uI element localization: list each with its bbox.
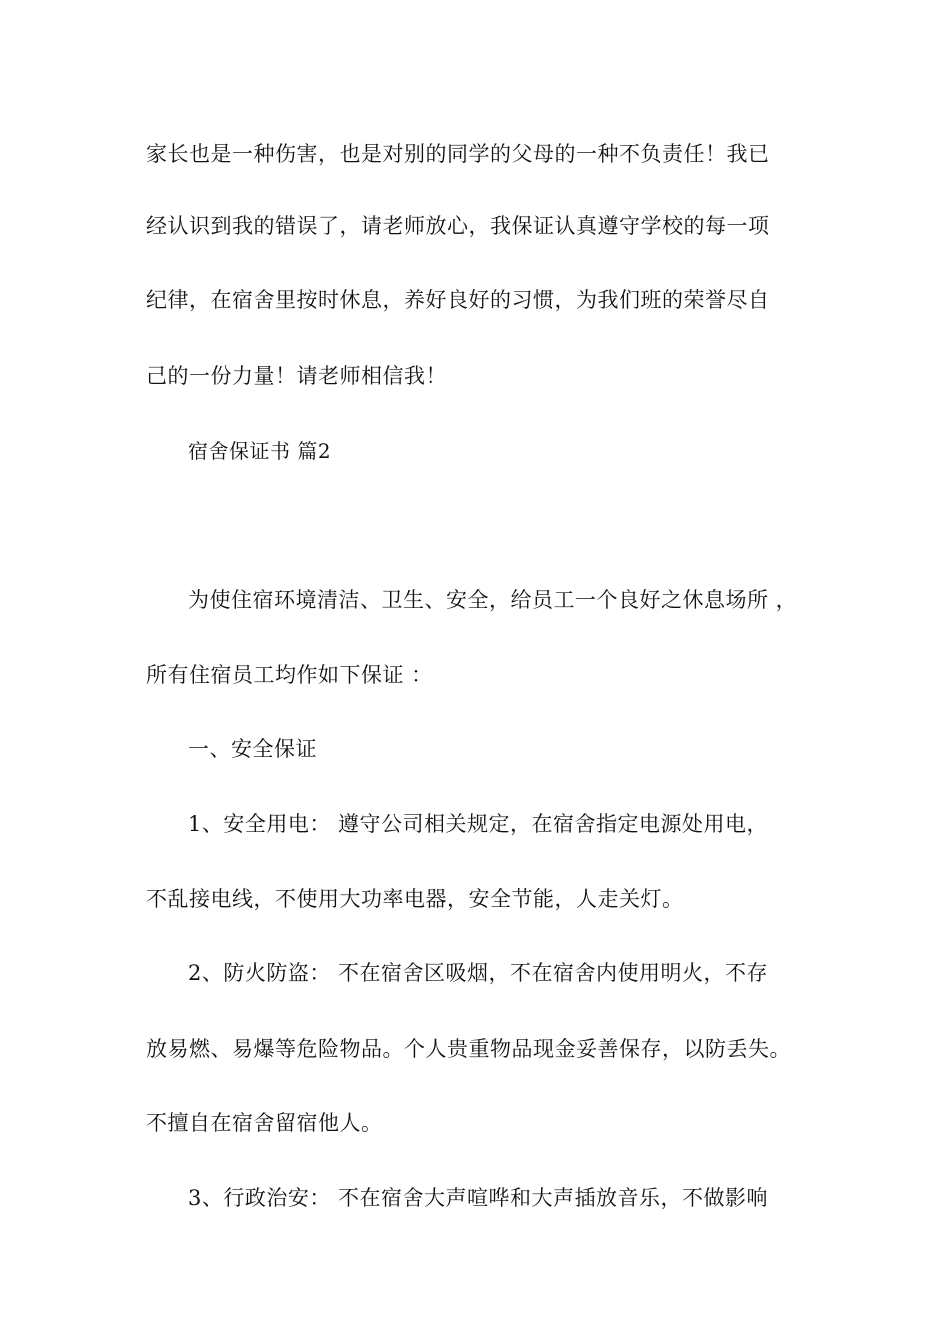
paragraph-line-7: 1、安全用电： 遵守公司相关规定，在宿舍指定电源处用电， xyxy=(188,812,769,836)
paragraph-line-12: 3、行政治安： 不在宿舍大声喧哗和大声插放音乐，不做影响 xyxy=(188,1186,769,1210)
paragraph-line-2: 经认识到我的错误了，请老师放心，我保证认真遵守学校的每一项 xyxy=(146,214,770,238)
paragraph-line-8: 不乱接电线，不使用大功率电器，安全节能，人走关灯。 xyxy=(146,887,684,911)
paragraph-line-5: 为使住宿环境清洁、卫生、安全，给员工一个良好之休息场所 ， xyxy=(188,588,798,612)
section-heading: 宿舍保证书 篇2 xyxy=(188,439,332,463)
paragraph-line-10: 放易燃、易爆等危险物品。个人贵重物品现金妥善保存，以防丢失。 xyxy=(146,1037,791,1061)
paragraph-line-11: 不擅自在宿舍留宿他人。 xyxy=(146,1111,383,1135)
paragraph-line-1: 家长也是一种伤害，也是对别的同学的父母的一种不负责任！我已 xyxy=(146,142,770,166)
paragraph-line-6: 所有住宿员工均作如下保证 ： xyxy=(146,663,433,687)
paragraph-line-3: 纪律，在宿舍里按时休息，养好良好的习惯，为我们班的荣誉尽自 xyxy=(146,288,770,312)
paragraph-line-4: 己的一份力量！请老师相信我！ xyxy=(146,364,447,388)
paragraph-line-9: 2、防火防盗： 不在宿舍区吸烟，不在宿舍内使用明火，不存 xyxy=(188,961,769,985)
subsection-heading: 一、安全保证 xyxy=(188,737,317,761)
